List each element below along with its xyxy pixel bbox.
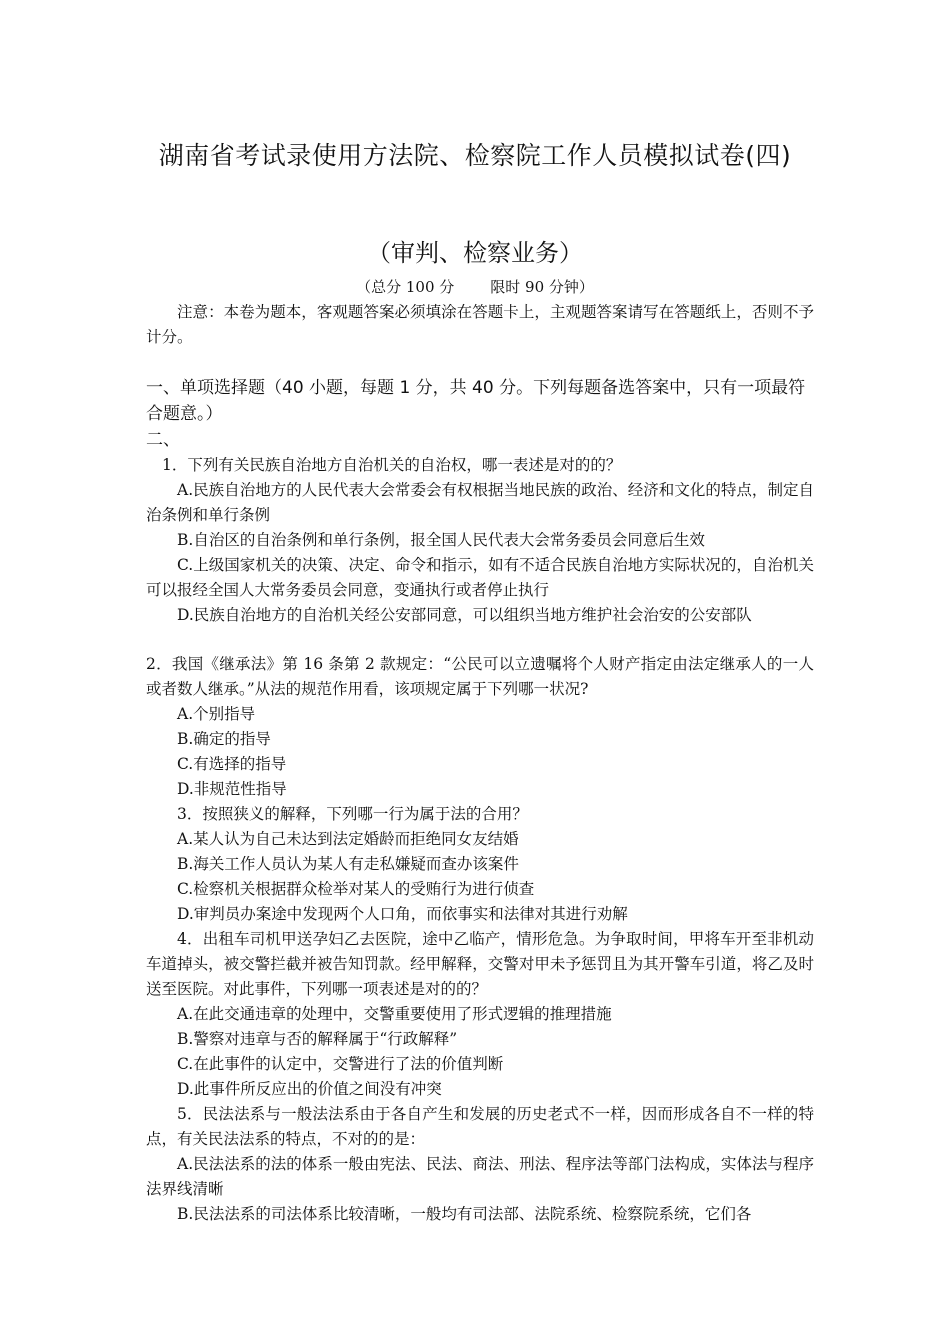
question-stem: 1．下列有关民族自治地方自治机关的自治权，哪一表述是对的的？ — [162, 456, 622, 474]
notice: 注意：本卷为题本，客观题答案必须填涂在答题卡上，主观题答案请写在答题纸上，否则不予计分。 — [146, 303, 814, 346]
option: B.确定的指导 — [177, 730, 271, 748]
question-5 — [146, 1102, 814, 1227]
option: A.在此交通违章的处理中，交警重要使用了形式逻辑的推理措施 — [177, 1005, 612, 1023]
question-stem: 3．按照狭义的解释，下列哪一行为属于法的合用？ — [177, 805, 528, 823]
section-heading: 一、单项选择题（40 小题，每题 1 分，共 40 分。下列每题备选答案中，只有一项最符合题意。） — [146, 378, 806, 424]
option: B.海关工作人员认为某人有走私嫌疑而查办该案件 — [177, 855, 519, 873]
option: D.审判员办案途中发现两个人口角，而依事实和法律对其进行劝解 — [177, 905, 628, 923]
question-stem: 4．出租车司机甲送孕妇乙去医院，途中乙临产，情形危急。为争取时间，甲将车开至非机动车道掉头，被交警拦截并被告知罚款。经甲解释，交警对甲未予惩罚且为其开警车引道，将乙及时送至医院。对此事件，下列哪一项表述是对的的？ — [146, 930, 814, 998]
option: B.警察对违章与否的解释属于“行政解释” — [177, 1030, 458, 1048]
exam-body — [146, 300, 814, 1227]
question-3 — [146, 802, 814, 927]
option: C.在此事件的认定中，交警进行了法的价值判断 — [177, 1055, 504, 1073]
question-stem: 5．民法法系与一般法法系由于各自产生和发展的历史老式不一样，因而形成各自不一样的特点，有关民法法系的特点，不对的的是： — [146, 1105, 814, 1148]
exam-title: 湖南省考试录使用方法院、检察院工作人员模拟试卷(四) — [158, 141, 792, 170]
option: A.民法法系的法的体系一般由宪法、民法、商法、刑法、程序法等部门法构成，实体法与程序法界线清晰 — [146, 1155, 814, 1198]
section-sub: 二、 — [146, 430, 180, 450]
option: B.民法法系的司法体系比较清晰，一般均有司法部、法院系统、检察院系统，它们各 — [177, 1205, 752, 1223]
option: A.某人认为自己未达到法定婚龄而拒绝同女友结婚 — [177, 830, 519, 848]
option: A.个别指导 — [177, 705, 256, 723]
option: D.民族自治地方的自治机关经公安部同意，可以组织当地方维护社会治安的公安部队 — [177, 606, 752, 624]
option: C.有选择的指导 — [177, 755, 287, 773]
question-1 — [146, 453, 814, 628]
option: C.上级国家机关的决策、决定、命令和指示，如有不适合民族自治地方实际状况的，自治机关可以报经全国人大常务委员会同意，变通执行或者停止执行 — [146, 556, 814, 599]
time-limit: 限时 90 分钟） — [490, 278, 594, 296]
total-score: （总分 100 分 — [356, 278, 455, 296]
option: B.自治区的自治条例和单行条例，报全国人民代表大会常务委员会同意后生效 — [177, 531, 705, 549]
question-4 — [146, 927, 814, 1102]
option: D.非规范性指导 — [177, 780, 287, 798]
option: D.此事件所反应出的价值之间没有冲突 — [177, 1080, 442, 1098]
option: A.民族自治地方的人民代表大会常委会有权根据当地民族的政治、经济和文化的特点，制定自治条例和单行条例 — [146, 481, 814, 524]
score-time-line — [0, 276, 950, 297]
question-stem: 2．我国《继承法》第 16 条第 2 款规定：“公民可以立遗嘱将个人财产指定由法定继承人的一人或者数人继承。”从法的规范作用看，该项规定属于下列哪一状况? — [146, 655, 814, 698]
question-2 — [146, 652, 814, 802]
exam-subtitle: （审判、检察业务） — [367, 239, 583, 267]
option: C.检察机关根据群众检举对某人的受贿行为进行侦查 — [177, 880, 535, 898]
